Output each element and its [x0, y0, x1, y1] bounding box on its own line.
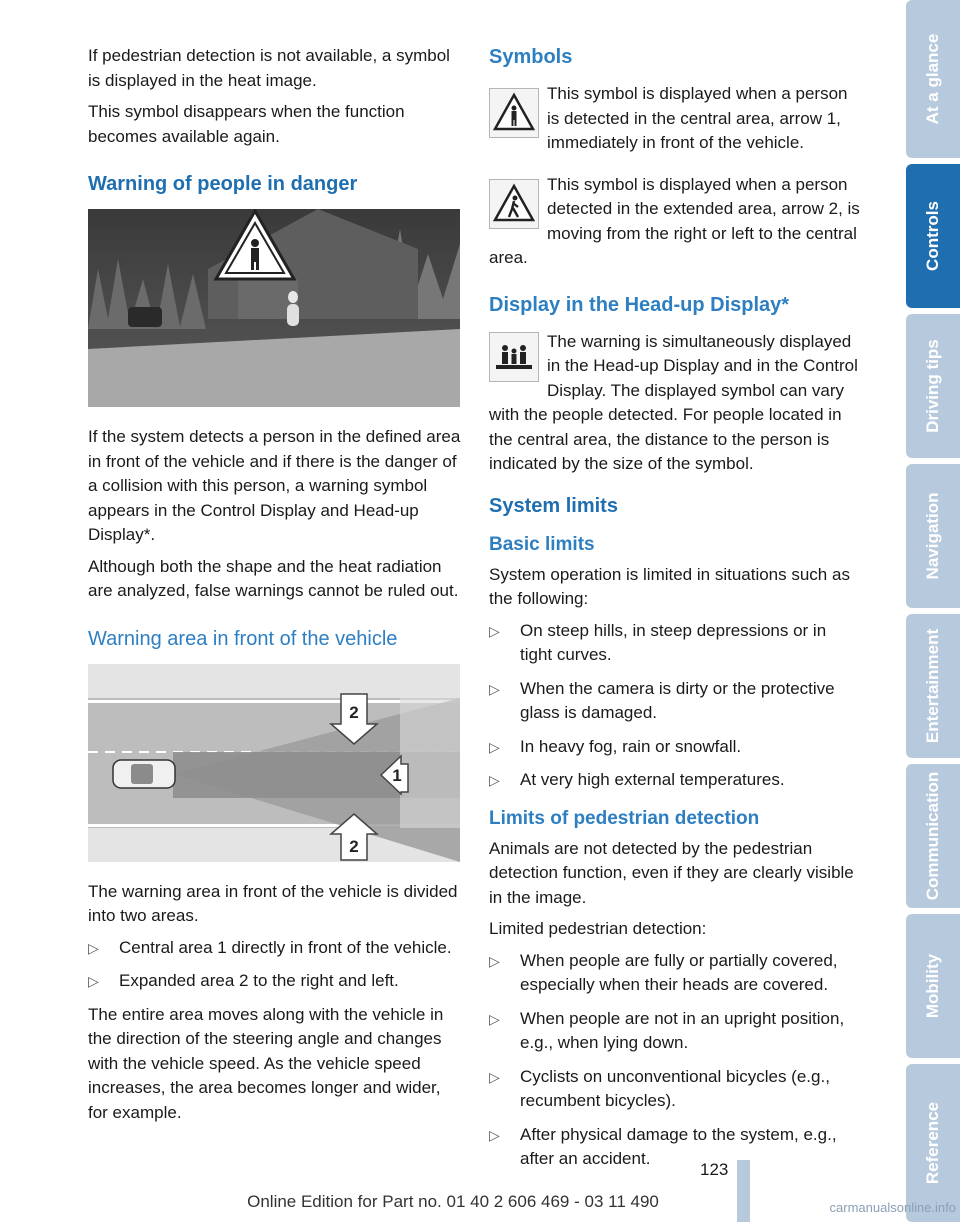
list-item: ▷ After physical damage to the system, e.g., after an accident.: [489, 1124, 837, 1168]
paragraph: This symbol is displayed when a person is detected in the central area, arrow 1, immediately in front of the vehicle.: [547, 84, 848, 152]
arrow-2-top-label: 2: [349, 702, 359, 722]
triangle-bullet-icon: ▷: [489, 1010, 500, 1027]
area-list: [88, 936, 462, 994]
paragraph: The warning area in front of the vehicle is divided into two areas.: [88, 881, 458, 925]
tab-entertainment[interactable]: Entertainment: [906, 614, 960, 758]
list-item: ▷ When people are not in an upright position, e.g., when lying down.: [489, 1008, 845, 1052]
warning-area-diagram: [88, 664, 460, 862]
paragraph: Limited pedestrian detection:: [489, 919, 707, 938]
list-item: ▷ Cyclists on unconventional bicycles (e.g., recumbent bicycles).: [489, 1066, 830, 1110]
heading-pedestrian-limits: Limits of pedestrian detection: [489, 807, 760, 829]
right-column: [489, 44, 861, 1181]
heading-basic-limits: Basic limits: [489, 533, 595, 555]
paragraph: System operation is limited in situations such as the following:: [489, 564, 850, 608]
triangle-bullet-icon: ▷: [489, 1126, 500, 1143]
watermark: carmanualsonline.info: [829, 1200, 956, 1215]
paragraph: Although both the shape and the heat radiation are analyzed, false warnings cannot be ruled out.: [88, 556, 459, 600]
paragraph: If the system detects a person in the defined area in front of the vehicle and if there is the danger of a collision with this person, a warning symbol appears in the Control Display and Head-up Display*.: [88, 427, 461, 544]
tab-reference[interactable]: Reference: [906, 1064, 960, 1222]
heat-image-figure: [88, 209, 460, 407]
pedestrian-limits-list: [489, 949, 861, 1172]
symbol-central: [489, 82, 861, 163]
triangle-bullet-icon: ▷: [489, 622, 500, 639]
triangle-bullet-icon: ▷: [489, 1068, 500, 1085]
list-item: ▷ When the camera is dirty or the protective glass is damaged.: [489, 678, 835, 722]
symbol-extended: [489, 173, 861, 278]
page-marker: [737, 1160, 750, 1222]
list-item: ▷ Expanded area 2 to the right and left.: [88, 969, 462, 994]
tab-driving-tips[interactable]: Driving tips: [906, 314, 960, 458]
warning-area-figure: [88, 664, 460, 862]
chapter-tabs: [906, 0, 960, 1222]
list-item: ▷ On steep hills, in steep depressions or in tight curves.: [489, 620, 827, 664]
paragraph: The warning is simultaneously displayed in the Head-up Display and in the Control Display. The displayed symbol can vary with the people detected. For people located in the central area, the distance to the person is indicated by the size of the symbol.: [489, 331, 858, 473]
list-item: ▷ At very high external temperatures.: [489, 768, 861, 793]
triangle-bullet-icon: ▷: [88, 973, 99, 989]
heading-warning-people: Warning of people in danger: [88, 173, 358, 195]
heat-image: [88, 209, 460, 407]
triangle-bullet-icon: ▷: [489, 680, 500, 697]
tab-mobility[interactable]: Mobility: [906, 914, 960, 1058]
paragraph: If pedestrian detection is not available, a symbol is displayed in the heat image.: [88, 46, 450, 90]
heading-system-limits: System limits: [489, 494, 618, 517]
footer-text: Online Edition for Part no. 01 40 2 606 469 - 03 11 490: [247, 1192, 659, 1211]
page-number: 123: [700, 1160, 729, 1179]
left-column: [88, 44, 462, 1132]
tab-communication[interactable]: Communication: [906, 764, 960, 908]
tab-navigation[interactable]: Navigation: [906, 464, 960, 608]
list-item: ▷ In heavy fog, rain or snowfall.: [489, 735, 861, 760]
triangle-bullet-icon: ▷: [489, 952, 500, 969]
triangle-bullet-icon: ▷: [489, 772, 500, 788]
paragraph: This symbol disappears when the function becomes available again.: [88, 102, 405, 146]
triangle-bullet-icon: ▷: [88, 939, 99, 956]
heading-hud: Display in the Head-up Display*: [489, 293, 790, 316]
list-item: ▷ When people are fully or partially covered, especially when their heads are covered.: [489, 950, 838, 994]
paragraph: This symbol is displayed when a person detected in the extended area, arrow 2, is moving from the right or left to the central area.: [489, 174, 860, 267]
basic-limits-list: [489, 619, 861, 793]
triangle-bullet-icon: ▷: [489, 738, 500, 755]
warning-walking-person-icon: [489, 179, 539, 229]
arrow-1-label: 1: [392, 765, 402, 785]
tab-at-a-glance[interactable]: At a glance: [906, 0, 960, 158]
paragraph: The entire area moves along with the vehicle in the direction of the steering angle and changes with the vehicle speed. As the vehicle speed increases, the area becomes longer and wider, for example.: [88, 1004, 444, 1122]
list-item: ▷ Central area 1 directly in front of the vehicle.: [88, 936, 462, 961]
paragraph: Animals are not detected by the pedestrian detection function, even if they are clearly visible in the image.: [489, 838, 854, 907]
people-group-icon: [489, 332, 539, 382]
heading-warning-area: Warning area in front of the vehicle: [88, 627, 398, 650]
warning-person-icon: [489, 88, 539, 138]
hud-block: [489, 330, 861, 477]
tab-controls[interactable]: Controls: [906, 164, 960, 308]
arrow-2-bottom-label: 2: [349, 836, 359, 856]
heading-symbols: Symbols: [489, 46, 573, 68]
